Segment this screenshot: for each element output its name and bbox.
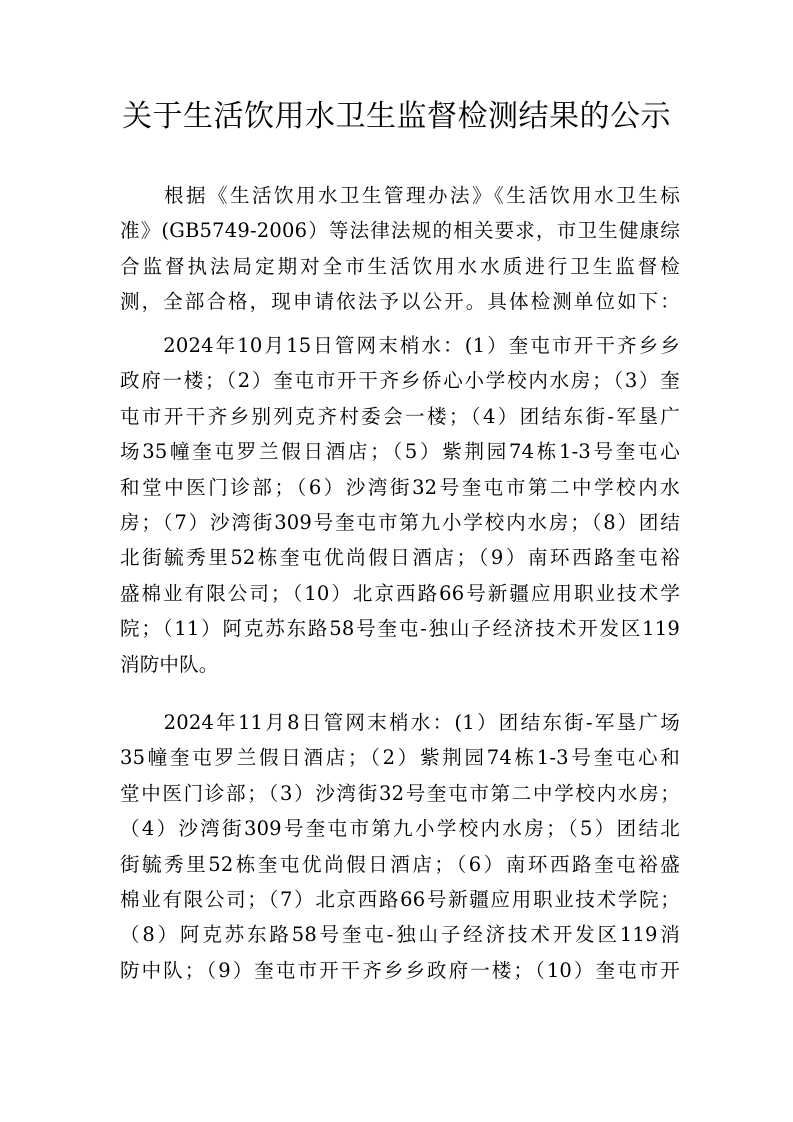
paragraph-line: 合监督执法局定期对全市生活饮用水水质进行卫生监督检 xyxy=(120,254,680,278)
paragraph-line: 盛棉业有限公司；（10）北京西路66号新疆应用职业技术学 xyxy=(120,581,680,605)
paragraph-nov-8 xyxy=(120,705,680,988)
paragraph-line: 堂中医门诊部；（3）沙湾街32号奎屯市第二中学校内水房； xyxy=(120,781,680,805)
paragraph-line: 2024年10月15日管网末梢水：(1）奎屯市开干齐乡乡 xyxy=(120,334,680,357)
paragraph-line: 消防中队。 xyxy=(120,652,219,676)
paragraph-line: 街毓秀里52栋奎屯优尚假日酒店；（6）南环西路奎屯裕盛 xyxy=(120,852,680,876)
paragraph-line: 防中队；（9）奎屯市开干齐乡乡政府一楼；（10）奎屯市开 xyxy=(120,958,680,982)
paragraph-line: 屯市开干齐乡别列克齐村委会一楼；（4）团结东街-军垦广 xyxy=(120,404,680,428)
paragraph-line: 测，全部合格，现申请依法予以公开。具体检测单位如下： xyxy=(120,290,680,314)
paragraph-line: 棉业有限公司；（7）北京西路66号新疆应用职业技术学院； xyxy=(120,887,680,911)
paragraph-line: （8）阿克苏东路58号奎屯-独山子经济技术开发区119消 xyxy=(120,923,680,947)
paragraph-oct-15 xyxy=(120,328,680,682)
paragraph-line: 准》(GB5749-2006）等法律法规的相关要求，市卫生健康综 xyxy=(120,219,680,243)
paragraph-line: 房；（7）沙湾街309号奎屯市第九小学校内水房；（8）团结 xyxy=(120,510,680,534)
paragraph-line: 北街毓秀里52栋奎屯优尚假日酒店；（9）南环西路奎屯裕 xyxy=(120,546,680,570)
paragraph-line: 2024年11月8日管网末梢水：(1）团结东街-军垦广场 xyxy=(120,711,680,734)
paragraph-line: 政府一楼；（2）奎屯市开干齐乡侨心小学校内水房；（3）奎 xyxy=(120,369,680,393)
paragraph-line: 场35幢奎屯罗兰假日酒店；（5）紫荆园74栋1-3号奎屯心 xyxy=(120,440,680,464)
paragraph-line: （4）沙湾街309号奎屯市第九小学校内水房；（5）团结北 xyxy=(120,817,680,841)
paragraph-line: 院；（11）阿克苏东路58号奎屯-独山子经济技术开发区119 xyxy=(120,617,680,641)
paragraph-line: 35幢奎屯罗兰假日酒店；（2）紫荆园74栋1-3号奎屯心和 xyxy=(120,746,680,770)
paragraph-intro xyxy=(120,178,680,320)
paragraph-line: 根据《生活饮用水卫生管理办法》《生活饮用水卫生标 xyxy=(120,184,680,207)
document-title: 关于生活饮用水卫生监督检测结果的公示 xyxy=(122,99,671,134)
paragraph-line: 和堂中医门诊部；（6）沙湾街32号奎屯市第二中学校内水 xyxy=(120,475,680,499)
